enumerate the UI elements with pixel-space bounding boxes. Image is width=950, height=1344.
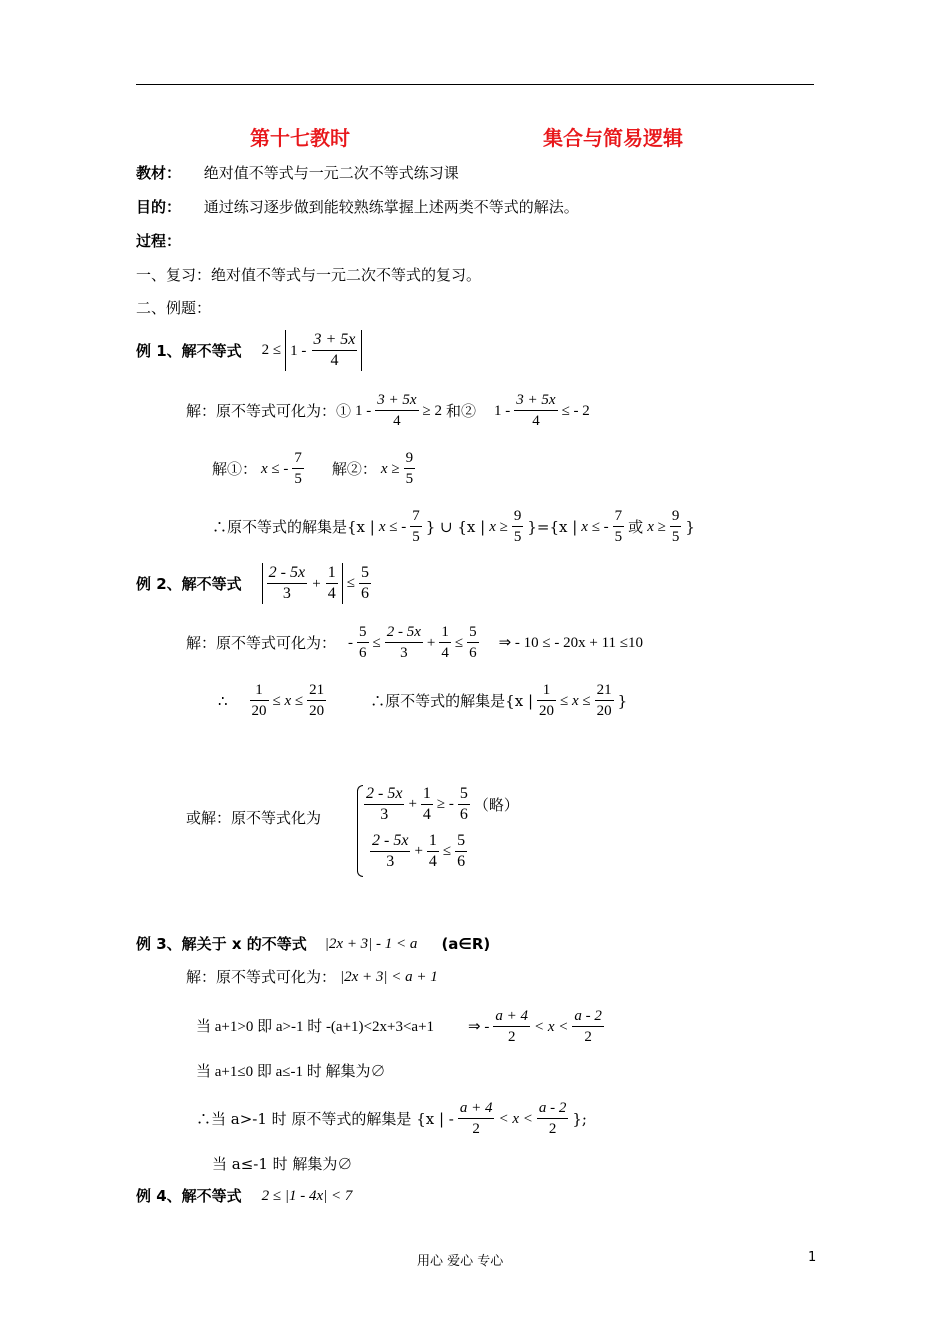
solution-text: 解①： bbox=[212, 459, 258, 478]
numerator: 3 + 5x bbox=[312, 330, 358, 351]
examples-heading: 二、例题： bbox=[136, 299, 212, 317]
math-text: x ≤ - bbox=[261, 460, 289, 477]
fraction bbox=[613, 506, 625, 547]
solution-text: ∴原不等式的解集是{x | bbox=[212, 517, 375, 536]
math-text: 1 - bbox=[355, 402, 372, 419]
numerator: 7 bbox=[410, 506, 422, 527]
fraction bbox=[385, 622, 423, 663]
denominator: 2 bbox=[472, 1121, 480, 1137]
unit-title: 集合与简易逻辑 bbox=[543, 126, 683, 150]
denominator: 6 bbox=[469, 645, 477, 661]
denominator: 2 bbox=[548, 1121, 557, 1137]
math-text: ≥ - bbox=[436, 796, 454, 812]
math-text: + bbox=[408, 796, 417, 812]
numerator: 1 bbox=[250, 680, 269, 701]
fraction bbox=[410, 506, 422, 547]
fraction bbox=[537, 680, 556, 721]
math-text: x ≤ - bbox=[378, 518, 407, 535]
jiaocai-label: 教材： bbox=[136, 164, 182, 182]
fraction bbox=[326, 563, 338, 604]
math-text: + bbox=[312, 576, 321, 592]
numerator: 9 bbox=[512, 506, 524, 527]
example-2-result bbox=[218, 680, 627, 721]
denominator: 4 bbox=[330, 352, 339, 369]
denominator: 3 bbox=[380, 806, 389, 823]
numerator: a - 2 bbox=[537, 1098, 569, 1119]
solution-text: } ∪ {x | bbox=[425, 517, 486, 536]
fraction bbox=[467, 622, 479, 663]
fraction bbox=[312, 330, 358, 371]
numerator: 21 bbox=[595, 680, 614, 701]
fraction bbox=[514, 390, 557, 431]
fraction bbox=[427, 831, 439, 872]
math-text: - bbox=[348, 634, 354, 651]
fraction bbox=[458, 1098, 495, 1139]
math-text: ≤ x ≤ bbox=[560, 692, 591, 709]
mudi-text: 通过练习逐步做到能较熟练掌握上述两类不等式的解法。 bbox=[203, 198, 579, 216]
denominator: 20 bbox=[251, 703, 267, 719]
numerator: a + 4 bbox=[493, 1006, 530, 1027]
solution-text: 解：原不等式可化为： bbox=[186, 968, 337, 986]
fraction bbox=[404, 448, 416, 489]
denominator: 3 bbox=[400, 645, 408, 661]
math-text: ≤ x ≤ bbox=[272, 692, 304, 709]
math-text: x ≥ bbox=[647, 518, 666, 535]
numerator: 7 bbox=[292, 448, 304, 469]
example-3-conclusion bbox=[196, 1098, 587, 1139]
jiaocai-line bbox=[136, 163, 459, 183]
math-text: < x < bbox=[498, 1110, 533, 1127]
numerator: 1 bbox=[421, 784, 433, 805]
math-text: |2x + 3| < a + 1 bbox=[340, 969, 438, 985]
fraction bbox=[357, 622, 369, 663]
numerator: 2 - 5x bbox=[267, 563, 307, 584]
math-text: 2 ≤ |1 - 4x| < 7 bbox=[261, 1188, 353, 1204]
numerator: 5 bbox=[458, 784, 470, 805]
solution-text: 和② bbox=[446, 401, 477, 420]
denominator: 6 bbox=[457, 853, 466, 870]
fraction bbox=[364, 784, 404, 825]
numerator: 2 - 5x bbox=[370, 831, 410, 852]
lesson-title: 第十七教时 bbox=[250, 126, 350, 150]
math-text: x ≤ - bbox=[581, 518, 609, 535]
math-text: ≤ - 2 bbox=[561, 402, 590, 419]
example-1 bbox=[136, 330, 362, 371]
solution-text: 解：原不等式可化为： bbox=[186, 633, 337, 652]
solution-text: 或 bbox=[628, 517, 644, 536]
example-4 bbox=[136, 1186, 352, 1206]
solution-text: ∴ bbox=[218, 691, 228, 710]
solution-text: ∴原不等式的解集是{x | bbox=[370, 691, 533, 710]
denominator: 5 bbox=[614, 529, 623, 545]
math-text: ≤ bbox=[346, 575, 355, 591]
math-text: (a∈R) bbox=[441, 935, 491, 953]
denominator: 20 bbox=[309, 703, 325, 719]
numerator: a + 4 bbox=[458, 1098, 495, 1119]
abs-value bbox=[285, 330, 362, 371]
fraction bbox=[375, 390, 418, 431]
solution-text: }={x | bbox=[527, 517, 578, 536]
example-3-case-2: 当 a+1≤0 即 a≤-1 时 解集为∅ bbox=[196, 1064, 386, 1080]
system-line-1 bbox=[364, 784, 519, 825]
numerator: 9 bbox=[670, 506, 682, 527]
example-3-conclusion-2: 当 a≤-1 时 解集为∅ bbox=[212, 1155, 353, 1173]
math-text: 2 ≤ bbox=[261, 342, 282, 358]
math-text: + bbox=[426, 634, 436, 651]
guocheng-label: 过程： bbox=[136, 232, 182, 250]
fraction bbox=[267, 563, 307, 604]
numerator: 9 bbox=[404, 448, 416, 469]
numerator: 2 - 5x bbox=[385, 622, 423, 643]
example-3 bbox=[136, 934, 490, 954]
fraction bbox=[455, 831, 467, 872]
solution-text: } bbox=[685, 517, 695, 536]
denominator: 2 bbox=[584, 1029, 592, 1045]
fraction bbox=[439, 622, 451, 663]
header-rule bbox=[136, 84, 814, 85]
fraction bbox=[359, 563, 371, 604]
jiaocai-text: 绝对值不等式与一元二次不等式练习课 bbox=[203, 164, 459, 182]
mudi-label: 目的： bbox=[136, 198, 182, 216]
numerator: 5 bbox=[359, 563, 371, 584]
denominator: 4 bbox=[441, 645, 449, 661]
fraction bbox=[458, 784, 470, 825]
fraction bbox=[670, 506, 682, 547]
numerator: 3 + 5x bbox=[514, 390, 557, 411]
math-text: ≤ bbox=[454, 634, 464, 651]
numerator: 3 + 5x bbox=[375, 390, 418, 411]
denominator: 4 bbox=[428, 853, 437, 870]
example-3-case-1 bbox=[196, 1006, 604, 1047]
solution-text: 当 a+1>0 即 a>-1 时 -(a+1)<2x+3<a+1 bbox=[196, 1018, 435, 1035]
denominator: 3 bbox=[386, 853, 395, 870]
denominator: 20 bbox=[596, 703, 612, 719]
denominator: 5 bbox=[671, 529, 680, 545]
solution-text: ∴当 a>-1 时 原不等式的解集是 {x | - bbox=[196, 1109, 454, 1128]
numerator: 5 bbox=[467, 622, 479, 643]
math-text: 1 - bbox=[494, 402, 511, 419]
denominator: 6 bbox=[459, 806, 468, 823]
example-2-label: 例 2、解不等式 bbox=[136, 574, 242, 593]
math-text: ⇒ - bbox=[468, 1018, 490, 1035]
denominator: 5 bbox=[294, 471, 302, 487]
solution-text: （略） bbox=[473, 795, 519, 814]
abs-value bbox=[262, 563, 343, 604]
math-text: 1 - bbox=[290, 343, 307, 359]
denominator: 6 bbox=[361, 585, 369, 602]
numerator: 1 bbox=[427, 831, 439, 852]
fraction bbox=[370, 831, 410, 872]
example-3-label: 例 3、解关于 x 的不等式 bbox=[136, 935, 307, 953]
fraction bbox=[595, 680, 614, 721]
system-brace bbox=[357, 785, 363, 877]
math-text: ≥ 2 bbox=[422, 402, 443, 419]
example-2-solution bbox=[186, 622, 643, 663]
fraction bbox=[292, 448, 304, 489]
solution-text: 解②： bbox=[331, 459, 377, 478]
numerator: 1 bbox=[326, 563, 338, 584]
example-1-answer bbox=[212, 506, 695, 547]
denominator: 5 bbox=[405, 471, 414, 487]
numerator: 1 bbox=[439, 622, 451, 643]
solution-text: }; bbox=[572, 1109, 587, 1128]
math-text: x ≥ bbox=[380, 460, 400, 477]
example-2 bbox=[136, 563, 371, 604]
numerator: 5 bbox=[455, 831, 467, 852]
math-text: x ≥ bbox=[489, 518, 508, 535]
fraction bbox=[537, 1098, 569, 1139]
math-text: ≤ bbox=[372, 634, 381, 651]
numerator: 1 bbox=[537, 680, 556, 701]
page-number: 1 bbox=[808, 1250, 817, 1265]
mudi-line bbox=[136, 197, 579, 217]
denominator: 3 bbox=[282, 585, 291, 602]
solution-text: } bbox=[617, 691, 628, 710]
denominator: 4 bbox=[393, 413, 401, 429]
example-1-solution bbox=[186, 390, 590, 431]
denominator: 5 bbox=[412, 529, 420, 545]
numerator: 2 - 5x bbox=[364, 784, 404, 805]
denominator: 4 bbox=[422, 806, 431, 823]
math-text: |2x + 3| - 1 < a bbox=[324, 936, 418, 952]
review-line: 一、复习：绝对值不等式与一元二次不等式的复习。 bbox=[136, 266, 482, 284]
denominator: 6 bbox=[359, 645, 367, 661]
denominator: 20 bbox=[539, 703, 554, 719]
math-text: < x < bbox=[534, 1018, 569, 1035]
fraction bbox=[250, 680, 269, 721]
fraction bbox=[512, 506, 524, 547]
fraction bbox=[421, 784, 433, 825]
example-4-label: 例 4、解不等式 bbox=[136, 1187, 242, 1205]
numerator: 5 bbox=[357, 622, 369, 643]
math-text: + bbox=[414, 843, 423, 859]
numerator: a - 2 bbox=[572, 1006, 604, 1027]
fraction bbox=[307, 680, 326, 721]
example-3-solution bbox=[186, 967, 438, 987]
footer-motto: 用心 爱心 专心 bbox=[417, 1254, 504, 1269]
fraction bbox=[572, 1006, 604, 1047]
denominator: 5 bbox=[513, 529, 522, 545]
math-text: ⇒ - 10 ≤ - 20x + 11 ≤10 bbox=[498, 634, 644, 651]
example-1-label: 例 1、解不等式 bbox=[136, 341, 242, 360]
numerator: 7 bbox=[613, 506, 625, 527]
numerator: 21 bbox=[307, 680, 326, 701]
example-1-partial bbox=[212, 448, 415, 489]
example-2-alt-label: 或解：原不等式化为 bbox=[186, 809, 322, 827]
denominator: 2 bbox=[507, 1029, 516, 1045]
denominator: 4 bbox=[532, 413, 540, 429]
fraction bbox=[493, 1006, 530, 1047]
denominator: 4 bbox=[327, 585, 336, 602]
math-text: ≤ bbox=[442, 843, 452, 859]
system-line-2 bbox=[370, 831, 467, 872]
solution-text: 解：原不等式可化为：① bbox=[186, 401, 352, 420]
